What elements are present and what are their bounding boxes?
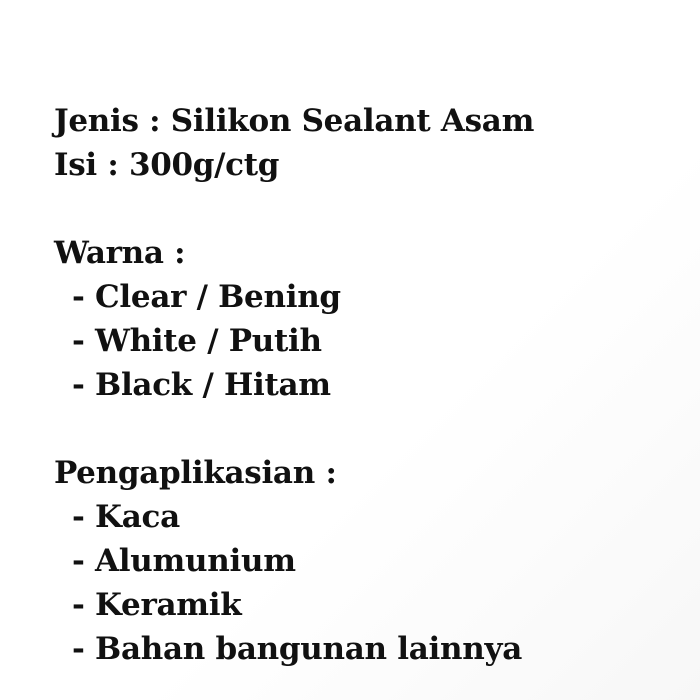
product-spec-text — [54, 99, 684, 671]
spacer — [54, 187, 684, 231]
type-line: Jenis : Silikon Sealant Asam — [54, 103, 535, 139]
application-item-glass: - Kaca — [72, 499, 180, 535]
color-item-black: - Black / Hitam — [72, 367, 331, 403]
content-line: Isi : 300g/ctg — [54, 147, 280, 183]
color-item-clear: - Clear / Bening — [72, 279, 341, 315]
color-item-white: - White / Putih — [72, 323, 322, 359]
color-heading: Warna : — [54, 235, 186, 271]
application-item-ceramic: - Keramik — [72, 587, 242, 623]
application-heading: Pengaplikasian : — [54, 455, 337, 491]
application-item-aluminium: - Alumunium — [72, 543, 296, 579]
spacer — [54, 407, 684, 451]
application-item-other: - Bahan bangunan lainnya — [72, 631, 522, 667]
